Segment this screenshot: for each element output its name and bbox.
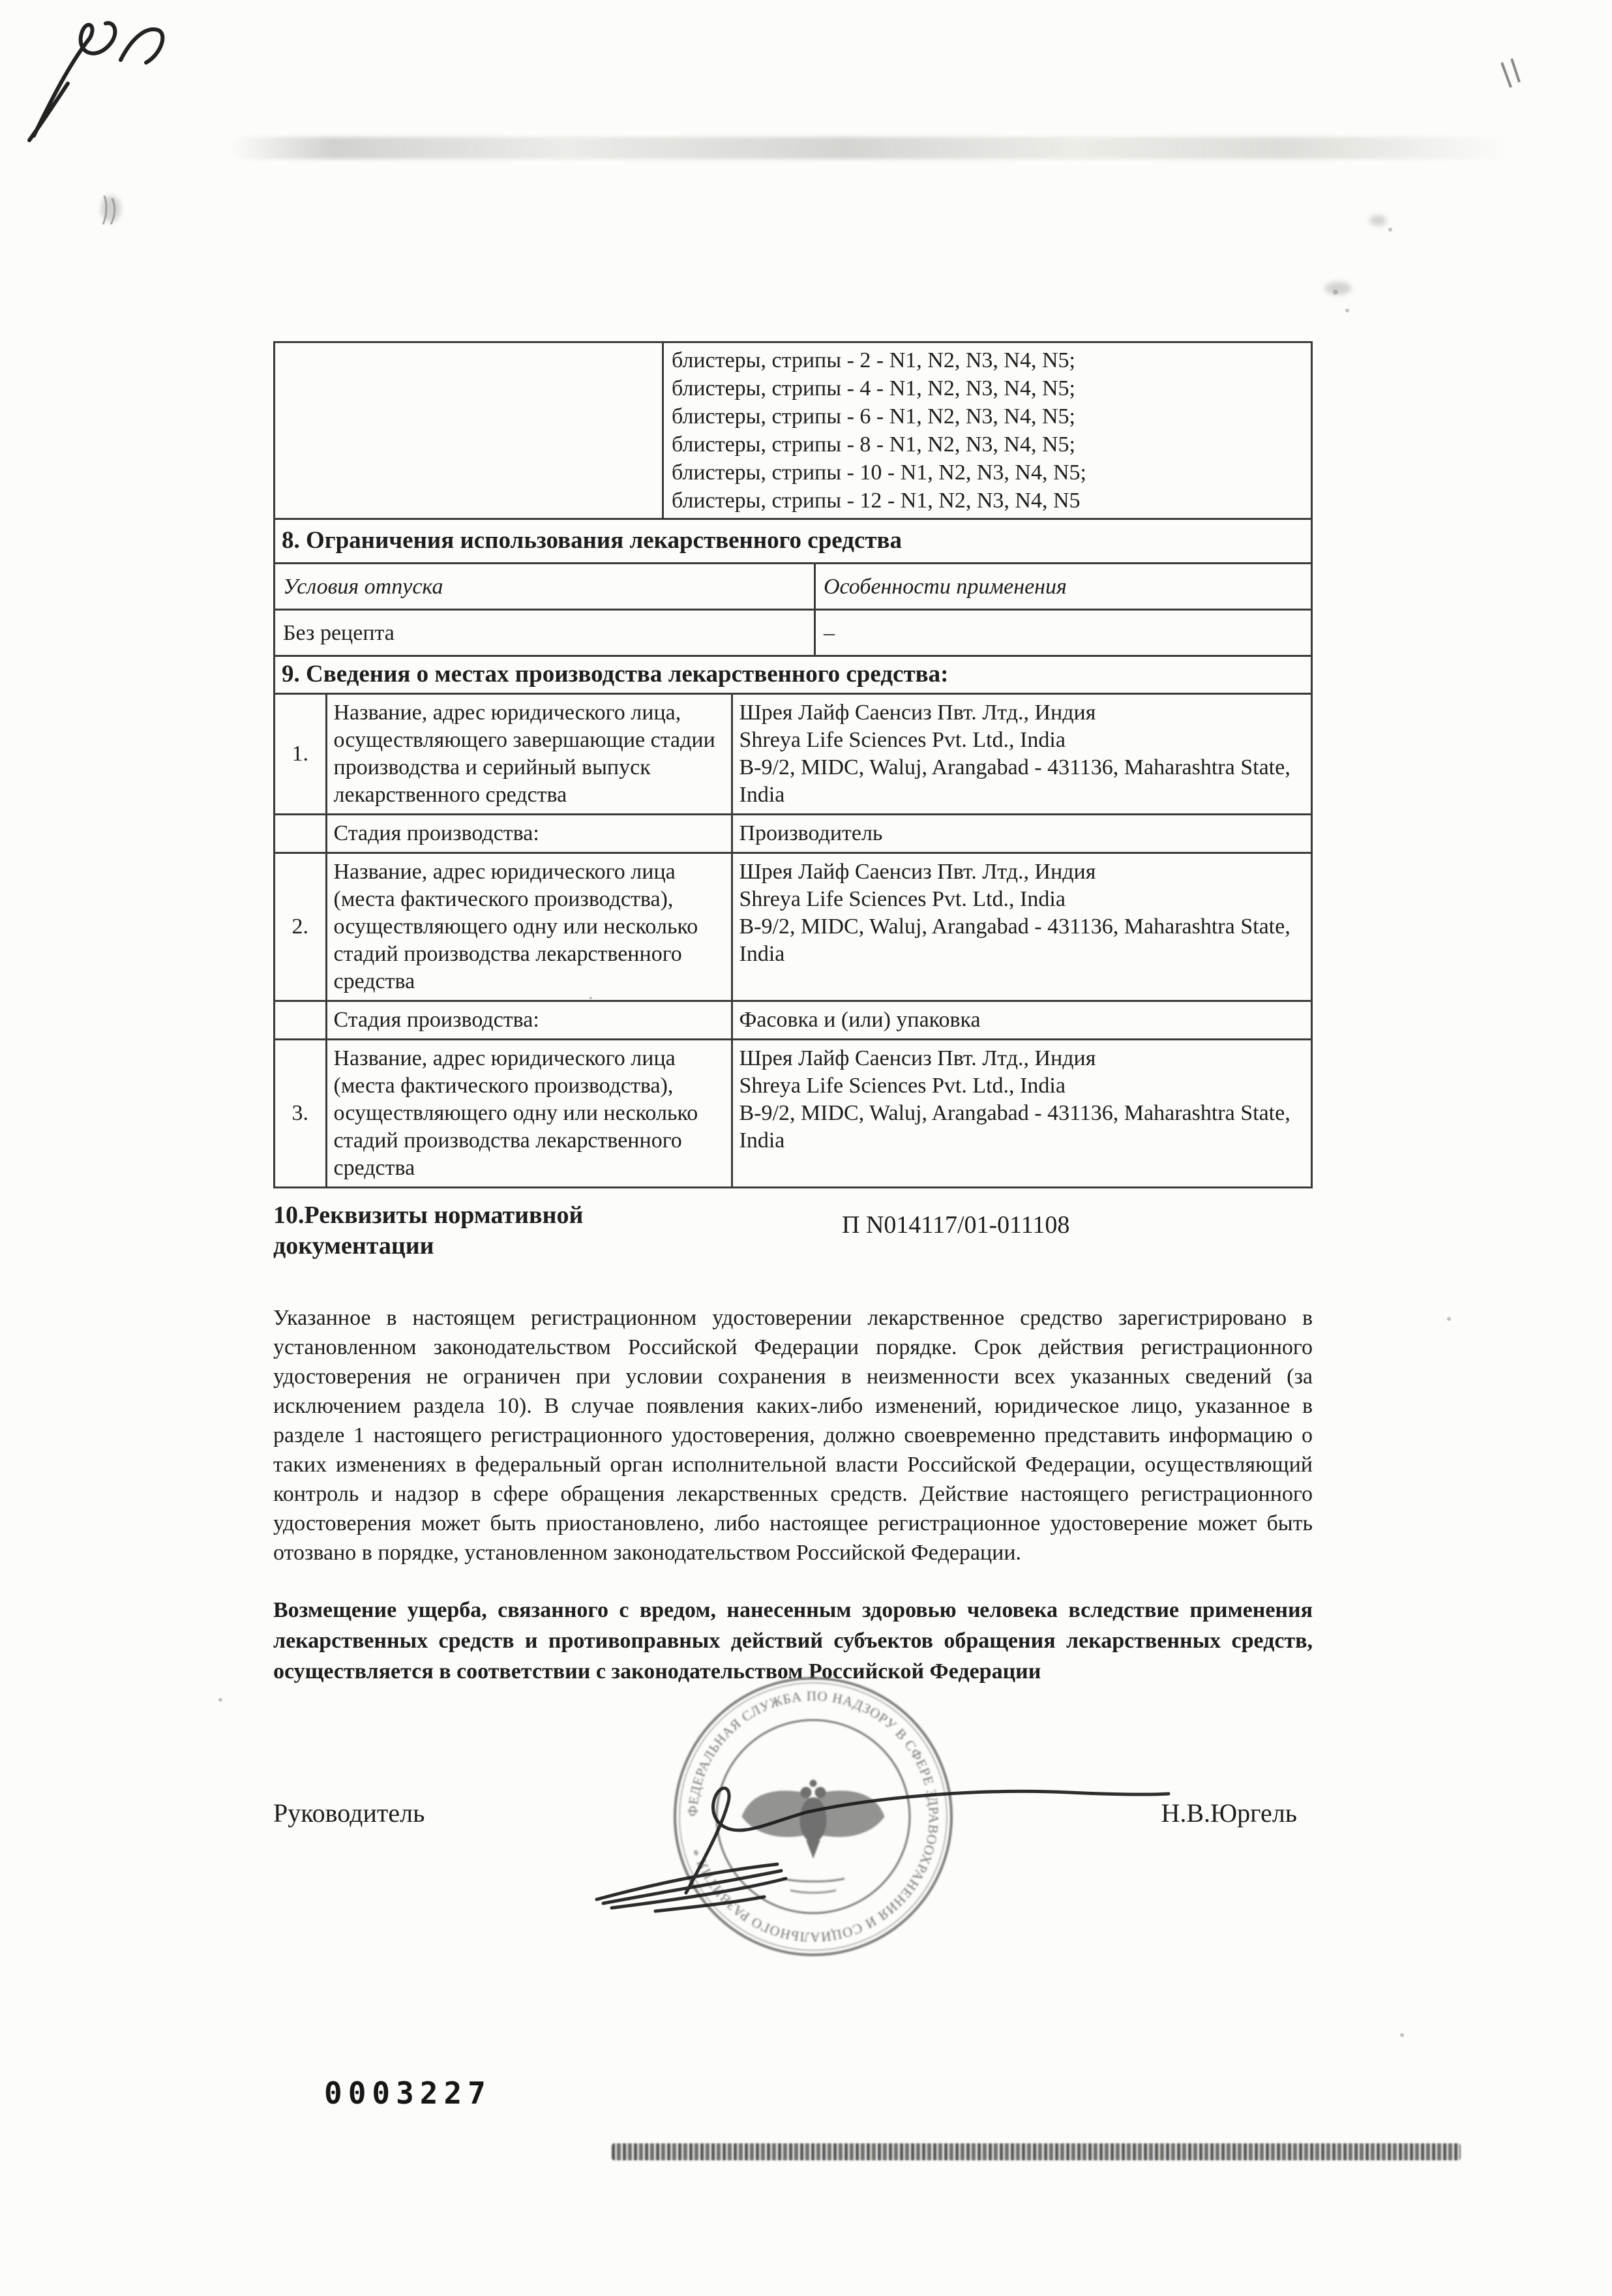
producer-3-name-en: Shreya Life Sciences Pvt. Ltd., India — [739, 1074, 1066, 1098]
scan-smudge — [1325, 282, 1351, 295]
production-sites-table — [275, 695, 1311, 1186]
packaging-line: блистеры, стрипы - 10 - N1, N2, N3, N4, N5; — [672, 461, 1086, 485]
producer-row-1 — [275, 695, 1311, 815]
producer-row-2 — [275, 853, 1311, 1001]
sections-table — [273, 341, 1313, 1188]
stamp-ring-text: ФЕДЕРАЛЬНАЯ СЛУЖБА ПО НАДЗОРУ В СФЕРЕ ЗДРАВООХРАНЕНИЯ И СОЦИАЛЬНОГО РАЗВИТИЯ * — [684, 1687, 942, 1946]
producer-row-3 — [275, 1040, 1311, 1187]
scan-noise-band-bottom — [612, 2143, 1461, 2160]
dispensing-conditions-header: Условия отпуска — [275, 564, 816, 609]
stage-row-1 — [275, 815, 1311, 853]
document-body — [273, 341, 1313, 1828]
dispensing-conditions-value: Без рецепта — [275, 611, 816, 655]
signature-stroke — [655, 1897, 764, 1911]
tick-stroke — [1502, 63, 1511, 87]
stage-2-empty-cell — [275, 1001, 326, 1040]
producer-3-number: 3. — [275, 1040, 326, 1187]
signer-name: Н.В.Юргель — [1161, 1798, 1297, 1828]
producer-1-number: 1. — [275, 695, 326, 815]
registration-number: П N014117/01-011108 — [842, 1211, 1070, 1239]
application-features-header: Особенности применения — [824, 575, 1067, 599]
signature-stroke — [612, 1879, 786, 1908]
packaging-table-fragment — [275, 343, 1311, 518]
producer-2-value — [732, 853, 1311, 1001]
packaging-line: блистеры, стрипы - 6 - N1, N2, N3, N4, N5; — [672, 404, 1075, 429]
producer-2-name-ru: Шрея Лайф Саенсиз Пвт. Лтд., Индия — [739, 860, 1096, 884]
legal-paragraph-2: Возмещение ущерба, связанного с вредом, нанесенным здоровью человека вследствие применения лекарственных средств и противоправных действий субъектов обращения лекарственных средств, осуществляется в соответствии с законодательством Российской Федерации — [273, 1598, 1313, 1684]
legal-paragraph-1: Указанное в настоящем регистрационном удостоверении лекарственное средство зарегистрировано в установленном законодательством Российской Федерации порядке. Срок действия регистрационного удостоверения не ограничен при условии сохранения в неизменности всех указанных сведений (за исключением раздела 10). В случае появления каких-либо изменений, юридическое лицо, указанное в разделе 1 настоящего регистрационного удостоверения, должно своевременно представить информацию о таких изменениях в федеральный орган исполнительной власти Российской Федерации, осуществляющий контроль и надзор в сфере обращения лекарственных средств. Действие настоящего регистрационного удостоверения может быть приостановлено, либо настоящее регистрационное удостоверение может быть отозвано в порядке, установленном законодательством Российской Федерации. — [273, 1306, 1313, 1565]
tick-stroke — [1512, 59, 1519, 82]
section8-table — [275, 562, 1311, 655]
packaging-lines-cell — [664, 343, 1311, 518]
packaging-line: блистеры, стрипы - 8 - N1, N2, N3, N4, N5; — [672, 432, 1075, 457]
section8-title: 8. Ограничения использования лекарственного средства — [275, 518, 1311, 562]
speckle — [1447, 1317, 1451, 1321]
handwritten-mark-icon — [29, 23, 162, 140]
stage-2-value: Фасовка и (или) упаковка — [732, 1001, 1311, 1040]
speckle — [1345, 309, 1349, 312]
packaging-line: блистеры, стрипы - 2 - N1, N2, N3, N4, N5; — [672, 348, 1075, 372]
packaging-line: блистеры, стрипы - 12 - N1, N2, N3, N4, N5 — [672, 489, 1081, 513]
producer-3-label: Название, адрес юридического лица (места фактического производства), осуществляющего одну или несколько стадий производства лекарственного средства — [326, 1040, 732, 1187]
handwriting-stroke — [34, 38, 90, 136]
stage-2-label: Стадия производства: — [326, 1001, 732, 1040]
producer-2-number: 2. — [275, 853, 326, 1001]
scan-noise-band-top — [230, 137, 1511, 159]
stage-1-value: Производитель — [732, 815, 1311, 853]
section9-table-wrap — [275, 693, 1311, 1186]
section9-title: 9. Сведения о местах производства лекарственного средства: — [275, 655, 1311, 693]
section8-header-row — [275, 562, 1311, 609]
stage-row-2 — [275, 1001, 1311, 1040]
producer-3-value — [732, 1040, 1311, 1187]
signer-role: Руководитель — [273, 1798, 425, 1828]
signature-stroke — [603, 1871, 781, 1903]
stage-1-label: Стадия производства: — [326, 815, 732, 853]
form-serial-number: 0003227 — [324, 2076, 492, 2111]
producer-2-address: B-9/2, MIDC, Waluj, Arangabad - 431136, Maharashtra State, India — [739, 914, 1291, 966]
stamp-small-text-squiggle — [783, 1879, 844, 1882]
packaging-empty-cell — [275, 343, 664, 518]
section10 — [273, 1200, 1313, 1272]
stage-1-empty-cell — [275, 815, 326, 853]
producer-1-value — [732, 695, 1311, 815]
packaging-line: блистеры, стрипы - 4 - N1, N2, N3, N4, N5; — [672, 376, 1075, 400]
producer-2-label: Название, адрес юридического лица (места фактического производства), осуществляющего одну или несколько стадий производства лекарственного средства — [326, 853, 732, 1001]
speckle — [218, 1698, 222, 1702]
handwriting-stroke — [121, 29, 162, 63]
pen-tick-mark-icon — [1502, 59, 1519, 87]
signature-stroke — [597, 1864, 777, 1899]
section10-title: 10.Реквизиты нормативной документации — [273, 1201, 584, 1260]
handwriting-stroke — [29, 83, 68, 140]
producer-1-address: B-9/2, MIDC, Waluj, Arangabad - 431136, Maharashtra State, India — [739, 755, 1291, 807]
speckle — [1388, 228, 1392, 232]
scan-smudge — [101, 196, 121, 222]
producer-3-name-ru: Шрея Лайф Саенсиз Пвт. Лтд., Индия — [739, 1046, 1096, 1070]
producer-2-name-en: Shreya Life Sciences Pvt. Ltd., India — [739, 887, 1066, 911]
scan-smudge — [1369, 215, 1386, 226]
producer-1-name-ru: Шрея Лайф Саенсиз Пвт. Лтд., Индия — [739, 701, 1096, 725]
producer-3-address: B-9/2, MIDC, Waluj, Arangabad - 431136, Maharashtra State, India — [739, 1101, 1291, 1153]
speckle — [1400, 2033, 1404, 2037]
stamp-small-text-squiggle — [790, 1890, 836, 1893]
application-features-value: – — [824, 621, 835, 645]
section8-value-row — [275, 609, 1311, 655]
signature-row — [273, 1798, 1313, 1828]
producer-1-name-en: Shreya Life Sciences Pvt. Ltd., India — [739, 728, 1066, 752]
producer-1-label: Название, адрес юридического лица, осуществляющего завершающие стадии производства и серийный выпуск лекарственного средства — [326, 695, 732, 815]
handwriting-stroke — [81, 23, 115, 53]
eagle-tail — [807, 1841, 820, 1858]
